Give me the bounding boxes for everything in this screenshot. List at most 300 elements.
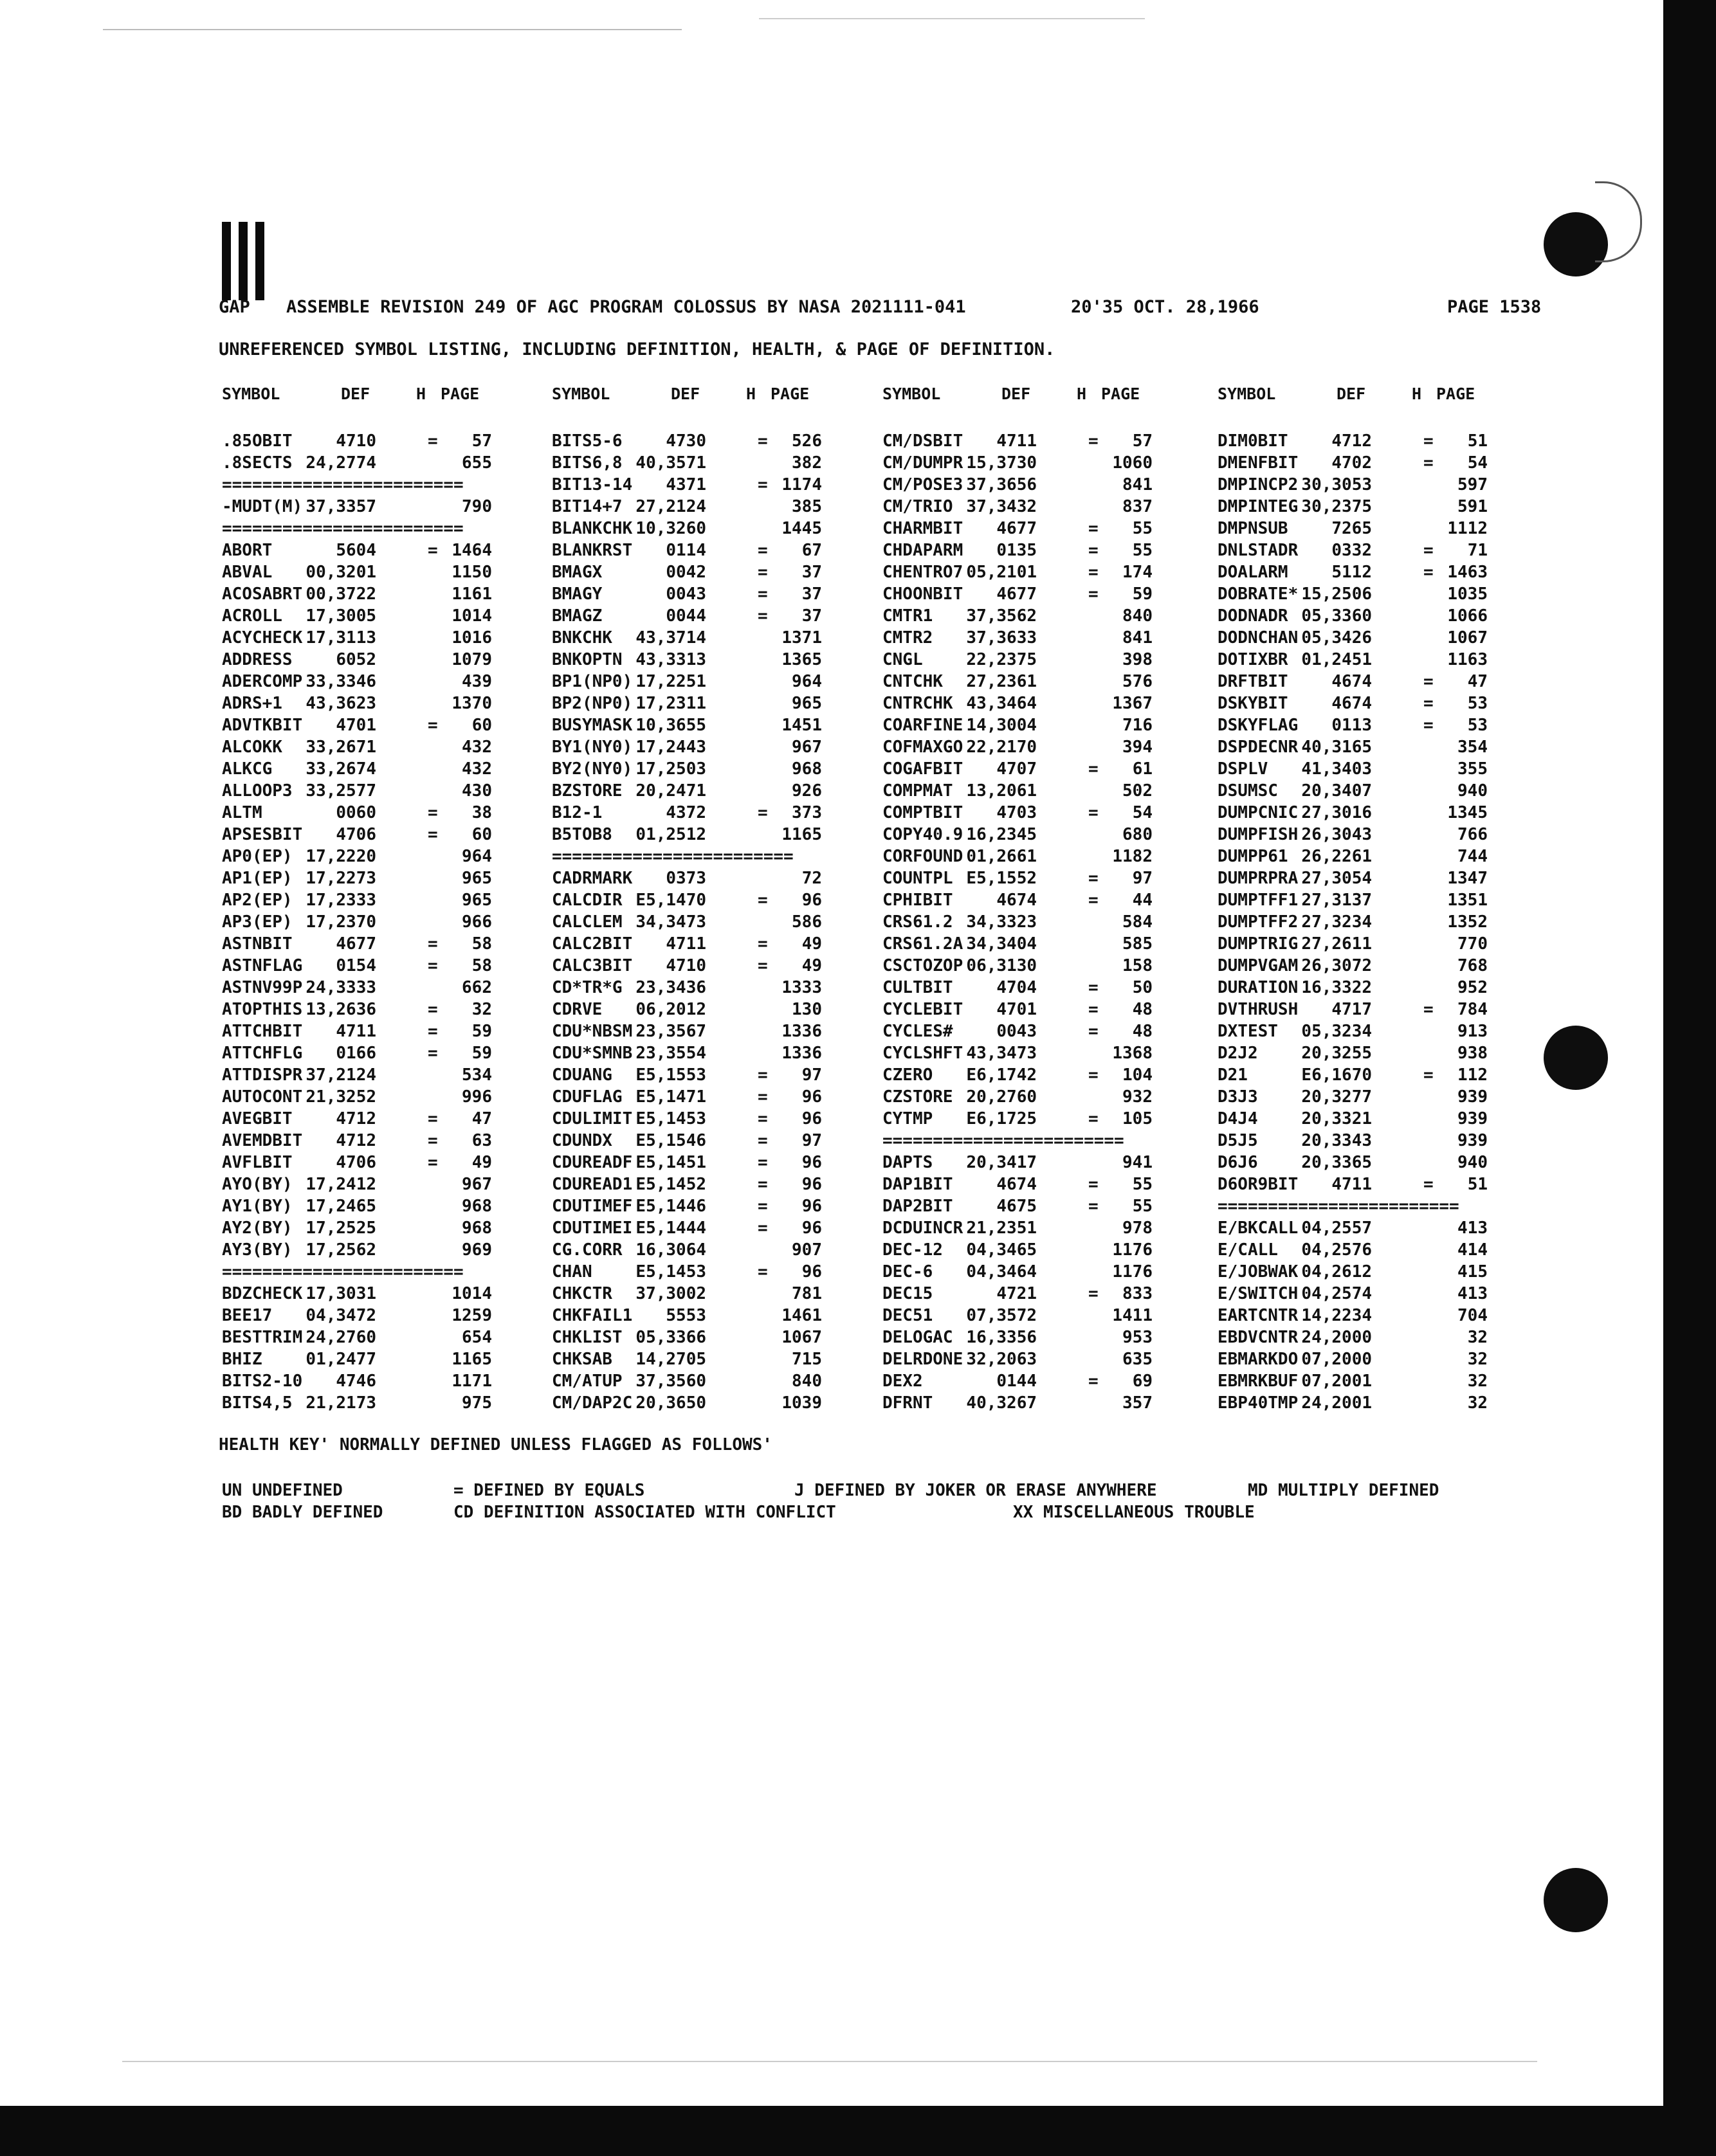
table-row (222, 891, 492, 912)
table-row (552, 475, 822, 497)
table-row (1218, 759, 1488, 781)
symbol-cell: CHKCTR (552, 1284, 612, 1303)
symbol-cell: CYCLES# (882, 1022, 953, 1041)
table-row (552, 912, 822, 934)
page-cell: 1035 (1447, 584, 1488, 604)
page-cell: 72 (801, 869, 822, 888)
health-cell: = (758, 1153, 768, 1172)
page-cell: 591 (1457, 497, 1488, 516)
section-separator: ======================== (552, 847, 794, 866)
definition-cell: 0044 (666, 606, 706, 626)
table-row (222, 453, 492, 475)
health-cell: = (1088, 803, 1099, 822)
symbol-cell: DSKYBIT (1218, 694, 1288, 713)
symbol-cell: CDRVE (552, 1000, 603, 1019)
symbol-cell: D2J2 (1218, 1044, 1258, 1063)
page-cell: 1368 (1112, 1044, 1153, 1063)
symbol-cell: BESTTRIM (222, 1328, 303, 1347)
symbol-cell: DNLSTADR (1218, 541, 1299, 560)
symbol-cell: DEC51 (882, 1306, 933, 1325)
table-row (882, 1197, 1153, 1218)
health-cell: = (428, 1022, 438, 1041)
symbol-cell: CM/DUMPR (882, 453, 963, 473)
table-row (882, 912, 1153, 934)
symbol-cell: CDUANG (552, 1065, 612, 1085)
symbol-cell: ATTCHBIT (222, 1022, 303, 1041)
page-cell: 597 (1457, 475, 1488, 494)
punch-hole-ring-icon (1595, 181, 1642, 262)
health-cell: = (428, 1044, 438, 1063)
table-row (552, 1000, 822, 1022)
page-cell: 655 (462, 453, 492, 473)
table-row (552, 628, 822, 650)
definition-cell: 16,3322 (1301, 978, 1372, 997)
page-cell: 413 (1457, 1218, 1488, 1238)
symbol-cell: CHDAPARM (882, 541, 963, 560)
page-cell: 60 (471, 716, 492, 735)
health-cell: = (758, 1175, 768, 1194)
definition-cell: 0043 (666, 584, 706, 604)
health-cell: = (428, 541, 438, 560)
symbol-cell: ATTDISPR (222, 1065, 303, 1085)
definition-cell: 37,3002 (635, 1284, 706, 1303)
symbol-cell: D6OR9BIT (1218, 1175, 1299, 1194)
table-row (552, 497, 822, 519)
definition-cell: 15,3730 (966, 453, 1037, 473)
page-cell: 37 (801, 563, 822, 582)
table-row (882, 606, 1153, 628)
definition-cell: 21,2351 (966, 1218, 1037, 1238)
symbol-cell: BITS4,5 (222, 1393, 293, 1413)
table-row (1218, 1218, 1488, 1240)
symbol-cell: CG.CORR (552, 1240, 623, 1260)
table-row (882, 497, 1153, 519)
symbol-cell: BITS2-10 (222, 1372, 303, 1391)
table-row (882, 716, 1153, 738)
symbol-cell: CNTRCHK (882, 694, 953, 713)
header-assemble-title: ASSEMBLE REVISION 249 OF AGC PROGRAM COLOSSUS BY NASA 2021111-041 (286, 297, 966, 317)
table-row (1218, 803, 1488, 825)
definition-cell: 14,2234 (1301, 1306, 1372, 1325)
page-cell: 37 (801, 584, 822, 604)
health-cell: = (428, 1109, 438, 1128)
table-row (552, 672, 822, 694)
definition-cell: 06,3130 (966, 956, 1037, 975)
definition-cell: 17,2333 (306, 891, 376, 910)
page-cell: 55 (1132, 1175, 1153, 1194)
definition-cell: 01,2451 (1301, 650, 1372, 669)
header-tag: GAP (219, 297, 250, 317)
page-cell: 55 (1132, 541, 1153, 560)
page-cell: 55 (1132, 519, 1153, 538)
symbol-cell: BEE17 (222, 1306, 273, 1325)
definition-cell: 30,3053 (1301, 475, 1372, 494)
symbol-cell: DAPTS (882, 1153, 933, 1172)
definition-cell: 24,2001 (1301, 1393, 1372, 1413)
page-cell: 1464 (452, 541, 492, 560)
definition-cell: 37,3562 (966, 606, 1037, 626)
definition-cell: 20,3321 (1301, 1109, 1372, 1128)
symbol-cell: ALLOOP3 (222, 781, 293, 801)
definition-cell: 27,2611 (1301, 934, 1372, 954)
definition-cell: 37,3633 (966, 628, 1037, 648)
health-cell: = (1088, 1022, 1099, 1041)
symbol-cell: AP2(EP) (222, 891, 293, 910)
table-row (1218, 716, 1488, 738)
table-row (882, 1393, 1153, 1415)
symbol-cell: AVFLBIT (222, 1153, 293, 1172)
health-cell: = (758, 1218, 768, 1238)
page-cell: 680 (1122, 825, 1153, 844)
page-cell: 965 (792, 694, 822, 713)
definition-cell: E5,1446 (635, 1197, 706, 1216)
table-row (1218, 891, 1488, 912)
table-row (882, 1240, 1153, 1262)
page-cell: 71 (1467, 541, 1488, 560)
health-cell: = (1423, 672, 1434, 691)
table-row (552, 584, 822, 606)
table-row (882, 650, 1153, 672)
table-row (1218, 431, 1488, 453)
definition-cell: 05,3234 (1301, 1022, 1372, 1041)
table-row (222, 1131, 492, 1153)
symbol-cell: DFRNT (882, 1393, 933, 1413)
page-cell: 112 (1457, 1065, 1488, 1085)
symbol-cell: BDZCHECK (222, 1284, 303, 1303)
page-cell: 1370 (452, 694, 492, 713)
table-row (552, 803, 822, 825)
page-cell: 926 (792, 781, 822, 801)
health-cell: = (1088, 1000, 1099, 1019)
page-cell: 96 (801, 1087, 822, 1107)
page-cell: 1182 (1112, 847, 1153, 866)
page-cell: 968 (792, 759, 822, 779)
symbol-cell: CDU*NBSM (552, 1022, 633, 1041)
health-cell: = (1423, 716, 1434, 735)
health-cell: = (1088, 869, 1099, 888)
symbol-cell: AY1(BY) (222, 1197, 293, 1216)
health-cell: = (428, 716, 438, 735)
health-cell: = (428, 956, 438, 975)
definition-cell: 4712 (336, 1109, 376, 1128)
symbol-cell: ATOPTHIS (222, 1000, 303, 1019)
table-row (222, 1328, 492, 1350)
definition-cell: 05,3426 (1301, 628, 1372, 648)
symbol-cell: CDUREAD1 (552, 1175, 633, 1194)
page-cell: 969 (462, 1240, 492, 1260)
column-header-group (222, 385, 492, 408)
symbol-cell: ADVTKBIT (222, 716, 303, 735)
symbol-cell: DELRDONE (882, 1350, 963, 1369)
definition-cell: 4677 (336, 934, 376, 954)
table-row (882, 1284, 1153, 1306)
health-cell: = (1423, 563, 1434, 582)
symbol-column-2 (552, 431, 822, 1415)
table-row (552, 1350, 822, 1372)
symbol-cell: DMENFBIT (1218, 453, 1299, 473)
definition-cell: 34,3323 (966, 912, 1037, 932)
page-cell: 784 (1457, 1000, 1488, 1019)
page-cell: 432 (462, 738, 492, 757)
page-cell: 53 (1467, 716, 1488, 735)
symbol-cell: E/CALL (1218, 1240, 1278, 1260)
table-row (1218, 1175, 1488, 1197)
page-cell: 1165 (452, 1350, 492, 1369)
table-row (222, 1372, 492, 1393)
key-equals: = DEFINED BY EQUALS (453, 1481, 645, 1500)
definition-cell: 4721 (996, 1284, 1037, 1303)
table-row (882, 1000, 1153, 1022)
symbol-column-1 (222, 431, 492, 1415)
symbol-cell: CMTR1 (882, 606, 933, 626)
definition-cell: 4702 (1331, 453, 1372, 473)
symbol-cell: AP3(EP) (222, 912, 293, 932)
symbol-cell: COMPMAT (882, 781, 953, 801)
definition-cell: 5112 (1331, 563, 1372, 582)
page-cell: 104 (1122, 1065, 1153, 1085)
table-row (882, 1306, 1153, 1328)
page-cell: 97 (1132, 869, 1153, 888)
symbol-cell: ABVAL (222, 563, 273, 582)
table-row (1218, 694, 1488, 716)
page-cell: 502 (1122, 781, 1153, 801)
table-row (552, 1044, 822, 1065)
page-cell: 394 (1122, 738, 1153, 757)
symbol-cell: CALC2BIT (552, 934, 633, 954)
symbol-cell: DMPINTEG (1218, 497, 1299, 516)
symbol-cell: DOBRATE* (1218, 584, 1299, 604)
page-cell: 48 (1132, 1022, 1153, 1041)
page-cell: 1161 (452, 584, 492, 604)
table-row (222, 1197, 492, 1218)
scan-border-bottom (0, 2106, 1716, 2156)
definition-cell: 4701 (336, 716, 376, 735)
definition-cell: 40,3165 (1301, 738, 1372, 757)
health-cell: = (1088, 1197, 1099, 1216)
definition-cell: 17,2220 (306, 847, 376, 866)
health-cell: = (1088, 541, 1099, 560)
definition-cell: 26,3072 (1301, 956, 1372, 975)
key-multiply-defined: MD MULTIPLY DEFINED (1248, 1481, 1439, 1500)
page-cell: 1176 (1112, 1262, 1153, 1282)
page-cell: 47 (471, 1109, 492, 1128)
table-row (222, 956, 492, 978)
page-cell: 373 (792, 803, 822, 822)
page-cell: 1347 (1447, 869, 1488, 888)
page-cell: 965 (462, 891, 492, 910)
definition-cell: 0043 (996, 1022, 1037, 1041)
symbol-cell: ACYCHECK (222, 628, 303, 648)
symbol-cell: DURATION (1218, 978, 1299, 997)
page-cell: 1365 (781, 650, 822, 669)
page-cell: 716 (1122, 716, 1153, 735)
table-row (882, 738, 1153, 759)
page-cell: 833 (1122, 1284, 1153, 1303)
page-cell: 354 (1457, 738, 1488, 757)
definition-cell: 5553 (666, 1306, 706, 1325)
table-row (222, 759, 492, 781)
symbol-cell: CHKFAIL1 (552, 1306, 633, 1325)
health-cell: = (1088, 1175, 1099, 1194)
table-row (1218, 1306, 1488, 1328)
page-cell: 1367 (1112, 694, 1153, 713)
section-separator: ======================== (1218, 1197, 1459, 1216)
page-cell: 96 (801, 891, 822, 910)
table-row (882, 1328, 1153, 1350)
definition-cell: 27,3016 (1301, 803, 1372, 822)
header-h: H (416, 385, 426, 403)
symbol-cell: DEC-6 (882, 1262, 933, 1282)
header-def: DEF (1001, 385, 1031, 403)
page-cell: 941 (1122, 1153, 1153, 1172)
definition-cell: 24,2760 (306, 1328, 376, 1347)
page-cell: 432 (462, 759, 492, 779)
table-row (1218, 1131, 1488, 1153)
symbol-cell: CORFOUND (882, 847, 963, 866)
page-cell: 398 (1122, 650, 1153, 669)
table-row (552, 1065, 822, 1087)
page-cell: 1171 (452, 1372, 492, 1391)
definition-cell: 17,2525 (306, 1218, 376, 1238)
table-row (222, 1044, 492, 1065)
symbol-cell: CADRMARK (552, 869, 633, 888)
table-row (1218, 453, 1488, 475)
definition-cell: 4712 (336, 1131, 376, 1150)
definition-cell: 0042 (666, 563, 706, 582)
page-cell: 38 (471, 803, 492, 822)
table-row (222, 1000, 492, 1022)
table-row (1218, 1000, 1488, 1022)
table-row (1218, 1350, 1488, 1372)
table-row (1218, 934, 1488, 956)
definition-cell: 07,3572 (966, 1306, 1037, 1325)
page-cell: 635 (1122, 1350, 1153, 1369)
symbol-cell: DUMPVGAM (1218, 956, 1299, 975)
definition-cell: 17,3005 (306, 606, 376, 626)
definition-cell: 0332 (1331, 541, 1372, 560)
table-row (552, 956, 822, 978)
page-cell: 439 (462, 672, 492, 691)
symbol-cell: BLANKCHK (552, 519, 633, 538)
page-cell: 37 (801, 606, 822, 626)
definition-cell: 43,3473 (966, 1044, 1037, 1063)
header-symbol: SYMBOL (882, 385, 941, 403)
table-row (1218, 869, 1488, 891)
symbol-cell: ASTNV99P (222, 978, 303, 997)
page-cell: 1150 (452, 563, 492, 582)
page-cell: 97 (801, 1065, 822, 1085)
definition-cell: 7265 (1331, 519, 1372, 538)
symbol-cell: CALCLEM (552, 912, 623, 932)
table-row (552, 1175, 822, 1197)
definition-cell: 17,2503 (635, 759, 706, 779)
table-row (222, 541, 492, 563)
definition-cell: E5,1471 (635, 1087, 706, 1107)
definition-cell: E6,1725 (966, 1109, 1037, 1128)
key-miscellaneous: XX MISCELLANEOUS TROUBLE (1013, 1503, 1255, 1522)
symbol-cell: CDUFLAG (552, 1087, 623, 1107)
header-page: PAGE (1436, 385, 1475, 403)
definition-cell: 33,2674 (306, 759, 376, 779)
table-row (882, 978, 1153, 1000)
page-cell: 940 (1457, 1153, 1488, 1172)
page-cell: 938 (1457, 1044, 1488, 1063)
definition-cell: 4711 (996, 431, 1037, 451)
symbol-cell: ATTCHFLG (222, 1044, 303, 1063)
symbol-cell: COFMAXGO (882, 738, 963, 757)
section-separator: ======================== (222, 1262, 464, 1282)
section-separator: ======================== (222, 475, 464, 494)
table-row (552, 453, 822, 475)
definition-cell: 37,3656 (966, 475, 1037, 494)
health-cell: = (758, 475, 768, 494)
header-def: DEF (341, 385, 370, 403)
table-row (882, 1022, 1153, 1044)
definition-cell: 0135 (996, 541, 1037, 560)
definition-cell: 04,2576 (1301, 1240, 1372, 1260)
table-row (552, 650, 822, 672)
page-cell: 996 (462, 1087, 492, 1107)
definition-cell: 05,3360 (1301, 606, 1372, 626)
page-cell: 32 (1467, 1350, 1488, 1369)
symbol-cell: BY1(NY0) (552, 738, 633, 757)
table-row (882, 847, 1153, 869)
table-row (1218, 1262, 1488, 1284)
table-row (882, 563, 1153, 584)
symbol-cell: ADERCOMP (222, 672, 303, 691)
definition-cell: 14,2705 (635, 1350, 706, 1369)
page-cell: 586 (792, 912, 822, 932)
symbol-cell: DSPLV (1218, 759, 1268, 779)
header-page-number: PAGE 1538 (1447, 297, 1542, 317)
table-row (882, 1109, 1153, 1131)
health-cell: = (428, 803, 438, 822)
table-row (552, 563, 822, 584)
key-joker: J DEFINED BY JOKER OR ERASE ANYWHERE (794, 1481, 1157, 1500)
table-row (222, 803, 492, 825)
definition-cell: 20,3417 (966, 1153, 1037, 1172)
definition-cell: 04,2574 (1301, 1284, 1372, 1303)
page-cell: 932 (1122, 1087, 1153, 1107)
definition-cell: 41,3403 (1301, 759, 1372, 779)
page-cell: 59 (471, 1022, 492, 1041)
page-cell: 53 (1467, 694, 1488, 713)
table-row (222, 606, 492, 628)
definition-cell: 4674 (996, 1175, 1037, 1194)
symbol-cell: BZSTORE (552, 781, 623, 801)
page-cell: 49 (801, 934, 822, 954)
symbol-cell: CMTR2 (882, 628, 933, 648)
page-cell: 913 (1457, 1022, 1488, 1041)
table-row (1218, 1022, 1488, 1044)
symbol-cell: BY2(NY0) (552, 759, 633, 779)
table-row (222, 1306, 492, 1328)
definition-cell: 43,3623 (306, 694, 376, 713)
symbol-cell: CHKSAB (552, 1350, 612, 1369)
definition-cell: 4706 (336, 1153, 376, 1172)
health-cell: = (1423, 541, 1434, 560)
table-row (222, 847, 492, 869)
definition-cell: 10,3260 (635, 519, 706, 538)
definition-cell: 40,3267 (966, 1393, 1037, 1413)
symbol-cell: APSESBIT (222, 825, 303, 844)
symbol-cell: COARFINE (882, 716, 963, 735)
definition-cell: 34,3404 (966, 934, 1037, 954)
symbol-cell: DUMPTRIG (1218, 934, 1299, 954)
definition-cell: 20,3407 (1301, 781, 1372, 801)
page-cell: 1112 (1447, 519, 1488, 538)
page-cell: 952 (1457, 978, 1488, 997)
